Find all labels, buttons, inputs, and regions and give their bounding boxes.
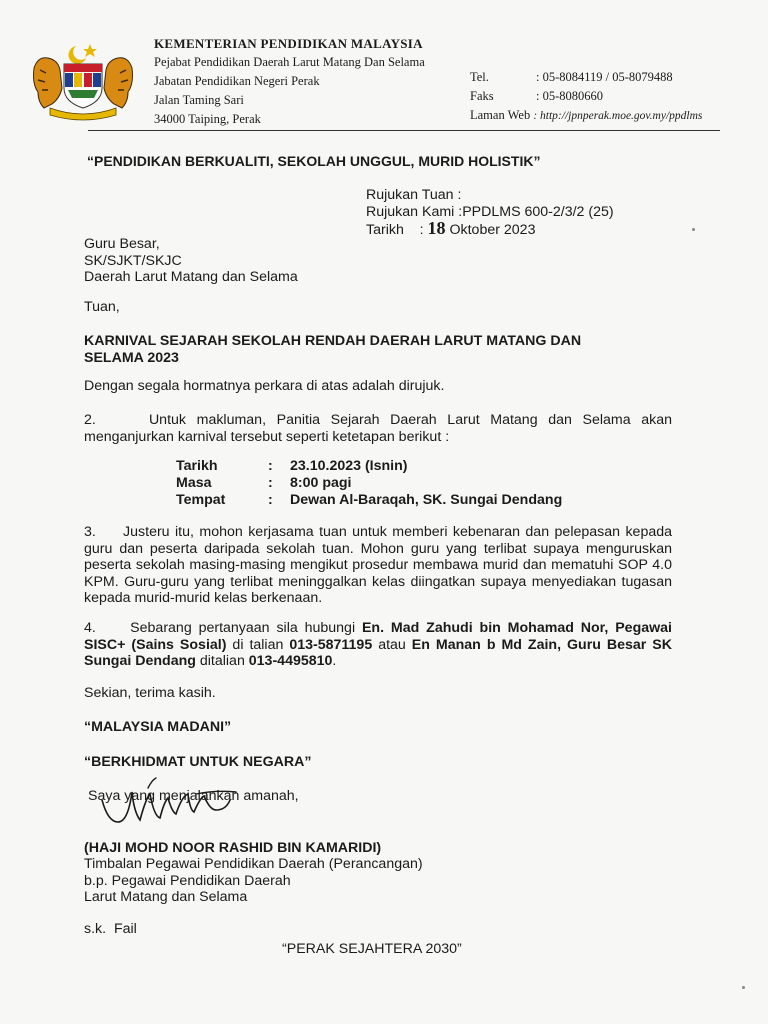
trust-line: Saya yang menjalankan amanah, bbox=[88, 788, 299, 804]
fax-label: Faks bbox=[470, 89, 494, 103]
contact-person-2: En Manan b Md Zain, Guru Besar SK Sungai Dendang bbox=[84, 636, 672, 669]
fax-row bbox=[470, 87, 702, 106]
footer-slogan: “PERAK SEJAHTERA 2030” bbox=[282, 941, 462, 957]
signatory-name: (HAJI MOHD NOOR RASHID BIN KAMARIDI) bbox=[84, 840, 382, 856]
para4-mid3: ditalian bbox=[195, 653, 249, 669]
handwritten-signature bbox=[88, 774, 298, 840]
event-label: Tempat bbox=[176, 492, 226, 508]
slogan-malaysia-madani: “MALAYSIA MADANI” bbox=[84, 719, 232, 735]
slogan-berkhidmat: “BERKHIDMAT UNTUK NEGARA” bbox=[84, 754, 312, 770]
signatory-title: Timbalan Pegawai Pendidikan Daerah (Perancangan) bbox=[84, 856, 423, 872]
addressee-block bbox=[84, 236, 298, 286]
para4-prefix: 4. Sebarang pertanyaan sila hubungi bbox=[84, 620, 362, 636]
event-row bbox=[176, 475, 562, 492]
event-value: 8:00 pagi bbox=[290, 475, 352, 491]
event-row bbox=[176, 492, 562, 509]
ministry-name: KEMENTERIAN PENDIDIKAN MALAYSIA bbox=[154, 36, 423, 51]
fax-value: : 05-8080660 bbox=[536, 89, 604, 103]
phone-1: 013-5871195 bbox=[289, 636, 373, 653]
coat-of-arms-logo bbox=[28, 38, 138, 122]
event-row bbox=[176, 458, 562, 475]
scan-speck bbox=[742, 986, 745, 989]
event-label: Tarikh bbox=[176, 458, 218, 474]
address-line: Jabatan Pendidikan Negeri Perak bbox=[154, 74, 320, 88]
closing-line: Sekian, terima kasih. bbox=[84, 685, 216, 701]
addressee-line: Daerah Larut Matang dan Selama bbox=[84, 269, 298, 285]
addressee-line: SK/SJKT/SKJC bbox=[84, 252, 182, 269]
date-label: Tarikh bbox=[366, 222, 404, 238]
date-month-year: Oktober 2023 bbox=[449, 222, 536, 238]
event-label: Masa bbox=[176, 475, 212, 491]
address-line: 34000 Taiping, Perak bbox=[154, 112, 261, 126]
event-details bbox=[176, 458, 562, 509]
colon: : bbox=[268, 492, 273, 508]
contact-person-1: En. Mad Zahudi bin Mohamad Nor, Pegawai SISC+ (Sains Sosial) bbox=[84, 620, 672, 653]
signatory-title: b.p. Pegawai Pendidikan Daerah bbox=[84, 872, 291, 889]
date-colon: : bbox=[419, 222, 424, 238]
reference-block bbox=[366, 187, 614, 239]
paragraph-4 bbox=[84, 620, 672, 670]
intro-paragraph: Dengan segala hormatnya perkara di atas adalah dirujuk. bbox=[84, 378, 445, 394]
phone-2: 013-4495810 bbox=[248, 653, 333, 669]
addressee-line: Guru Besar, bbox=[84, 236, 160, 252]
para4-suffix: . bbox=[332, 653, 337, 669]
contact-block bbox=[470, 68, 702, 126]
web-label: Laman Web bbox=[470, 108, 531, 122]
web-link[interactable]: : http://jpnperak.moe.gov.my/ppdlms bbox=[533, 110, 703, 122]
signatory-title: Larut Matang dan Selama bbox=[84, 889, 248, 905]
scan-speck bbox=[692, 228, 695, 231]
tel-row bbox=[470, 68, 702, 87]
para4-mid2: atau bbox=[372, 636, 412, 653]
ref-date bbox=[366, 220, 614, 239]
date-day-handwritten: 18 bbox=[427, 218, 446, 238]
header-divider bbox=[88, 130, 720, 131]
event-value: 23.10.2023 (Isnin) bbox=[290, 458, 408, 474]
office-address bbox=[154, 53, 425, 129]
colon: : bbox=[268, 458, 273, 474]
colon: : bbox=[268, 475, 273, 491]
education-motto: “PENDIDIKAN BERKUALITI, SEKOLAH UNGGUL, MURID HOLISTIK” bbox=[87, 153, 541, 169]
letter-subject: KARNIVAL SEJARAH SEKOLAH RENDAH DAERAH LARUT MATANG DAN SELAMA 2023 bbox=[84, 333, 582, 366]
tel-label: Tel. bbox=[470, 70, 489, 84]
address-line: Jalan Taming Sari bbox=[154, 93, 244, 107]
event-value: Dewan Al-Baraqah, SK. Sungai Dendang bbox=[290, 492, 563, 508]
ref-kami: Rujukan Kami :PPDLMS 600-2/3/2 (25) bbox=[366, 203, 614, 220]
para4-mid1: di talian bbox=[226, 636, 290, 653]
address-line: Pejabat Pendidikan Daerah Larut Matang Dan Selama bbox=[154, 55, 425, 69]
paragraph-3: 3. Justeru itu, mohon kerjasama tuan untuk memberi kebenaran dan pelepasan kepada guru dan peserta daripada sekolah tuan. Mohon guru yang terlibat supaya menguruskan peserta sekolah masing-masing mengikut prosedur membawa murid dan mematuhi SOP 4.0 KPM. Guru-guru yang terlibat meninggalkan kelas diingatkan supaya menyediakan tugasan kepada murid-murid kelas berkenaan. bbox=[84, 524, 672, 606]
web-row bbox=[470, 106, 702, 126]
ref-tuan: Rujukan Tuan : bbox=[366, 187, 462, 203]
signatory-titles bbox=[84, 856, 423, 906]
tel-value: : 05-8084119 / 05-8079488 bbox=[536, 70, 673, 84]
salutation: Tuan, bbox=[84, 299, 120, 315]
paragraph-2: 2. Untuk makluman, Panitia Sejarah Daerah Larut Matang dan Selama akan menganjurkan karnival tersebut seperti ketetapan berikut : bbox=[84, 412, 672, 445]
carbon-copy: s.k. Fail bbox=[84, 921, 137, 937]
